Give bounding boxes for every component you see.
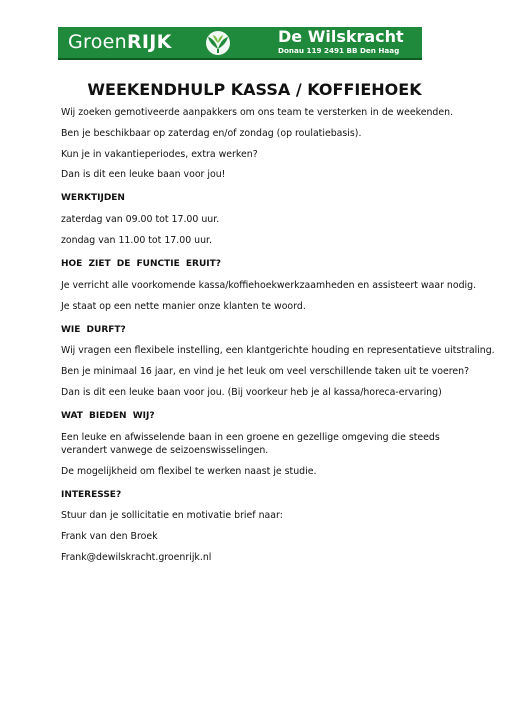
- section-heading-werktijden: WERKTIJDEN: [61, 193, 125, 204]
- groenrijk-logo-text: [68, 30, 172, 54]
- section-heading-bieden: WAT BIEDEN WIJ?: [61, 410, 155, 421]
- vacancy-body: [61, 106, 495, 572]
- store-name: De Wilskracht: [278, 27, 404, 46]
- werktijden-line: zondag van 11.00 tot 17.00 uur.: [61, 234, 213, 246]
- page-title: WEEKENDHULP KASSA / KOFFIEHOEK: [87, 80, 422, 99]
- section-heading-interesse: INTERESSE?: [61, 489, 122, 500]
- logo-light-text: Groen: [68, 31, 127, 53]
- section-heading-functie: HOE ZIET DE FUNCTIE ERUIT?: [61, 258, 221, 269]
- section-heading-durft: WIE DURFT?: [61, 324, 126, 335]
- contact-email: Frank@dewilskracht.groenrijk.nl: [61, 551, 212, 563]
- intro-line: Wij zoeken gemotiveerde aanpakkers om ons team te versterken in de weekenden.: [61, 107, 454, 118]
- interesse-line: Stuur dan je sollicitatie en motivatie brief naar:: [61, 510, 283, 522]
- logo-bold-text: RIJK: [126, 31, 172, 53]
- durft-line: Dan is dit een leuke baan voor jou. (Bij voorkeur heb je al kassa/horeca-ervaring): [61, 386, 442, 398]
- durft-line: Wij vragen een flexibele instelling, een klantgerichte houding en representatieve uitstraling.: [61, 345, 495, 357]
- functie-line: Je staat op een nette manier onze klanten te woord.: [61, 300, 306, 312]
- store-block: [272, 27, 422, 58]
- intro-line: Kun je in vakantieperiodes, extra werken?: [61, 148, 258, 160]
- contact-name: Frank van den Broek: [61, 531, 158, 543]
- werktijden-line: zaterdag van 09.00 tot 17.00 uur.: [61, 214, 220, 226]
- leaf-icon: [194, 29, 242, 57]
- functie-line: Je verricht alle voorkomende kassa/koffiehoekwerkzaamheden en assisteert waar nodig.: [61, 279, 477, 291]
- store-address: Donau 119 2491 BB Den Haag: [278, 46, 400, 55]
- intro-line: Ben je beschikbaar op zaterdag en/of zondag (op roulatiebasis).: [61, 127, 362, 139]
- intro-line: Dan is dit een leuke baan voor jou!: [61, 169, 226, 181]
- header-banner: [58, 27, 422, 60]
- durft-line: Ben je minimaal 16 jaar, en vind je het leuk om veel verschillende taken uit te voeren?: [61, 366, 470, 378]
- bieden-line: De mogelijkheid om flexibel te werken naast je studie.: [61, 465, 317, 477]
- bieden-line: Een leuke en afwisselende baan in een groene en gezellige omgeving die steeds verandert vanwege de seizoenswisselingen.: [61, 431, 440, 456]
